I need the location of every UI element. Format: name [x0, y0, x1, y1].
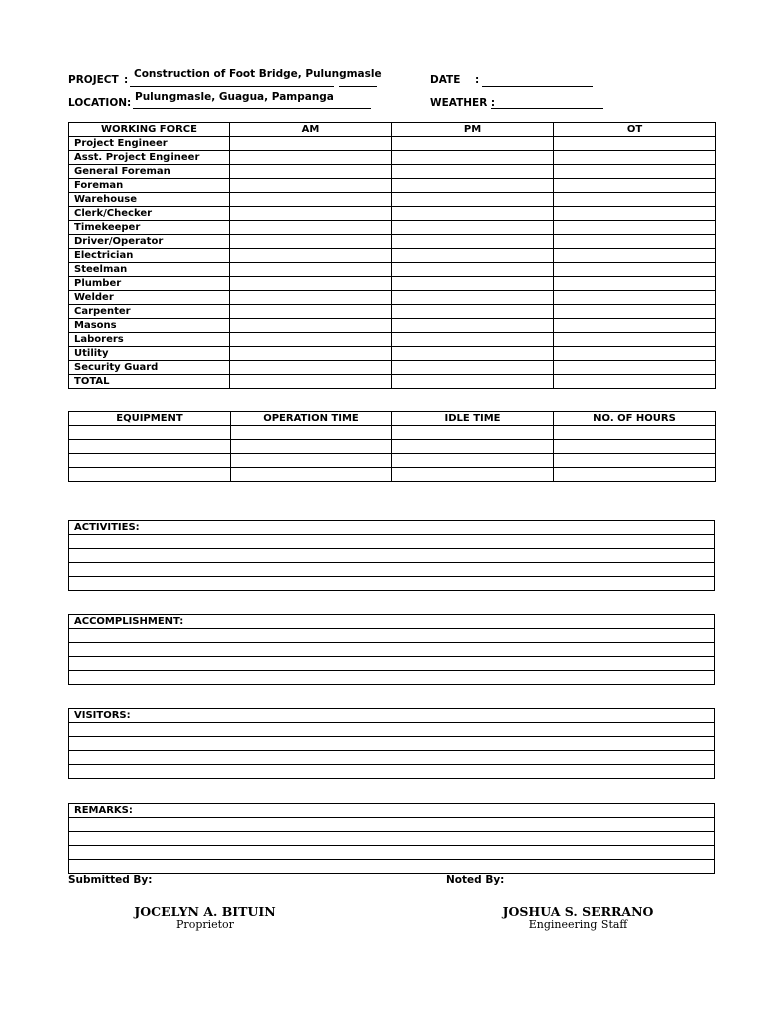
entry-cell[interactable]: [69, 765, 715, 779]
working-force-role: Foreman: [69, 179, 230, 193]
entry-cell[interactable]: [69, 832, 715, 846]
header-equipment: EQUIPMENT: [69, 412, 231, 426]
equipment-table: [68, 411, 716, 482]
am-cell[interactable]: [230, 151, 392, 165]
am-cell[interactable]: [230, 305, 392, 319]
entry-cell[interactable]: [69, 751, 715, 765]
location-underline: [133, 108, 371, 109]
equipment-cell[interactable]: [69, 468, 231, 482]
table-row: [69, 179, 716, 193]
remarks-label: REMARKS:: [69, 804, 715, 818]
am-cell[interactable]: [230, 235, 392, 249]
pm-cell[interactable]: [392, 277, 554, 291]
working-force-role: Clerk/Checker: [69, 207, 230, 221]
pm-cell[interactable]: [392, 375, 554, 389]
working-force-role: General Foreman: [69, 165, 230, 179]
location-value: Pulungmasle, Guagua, Pampanga: [135, 91, 334, 103]
entry-cell[interactable]: [69, 723, 715, 737]
pm-cell[interactable]: [392, 263, 554, 277]
working-force-role: Warehouse: [69, 193, 230, 207]
am-cell[interactable]: [230, 207, 392, 221]
ot-cell[interactable]: [554, 333, 716, 347]
project-underline-extra: [339, 86, 377, 87]
table-row: [69, 440, 716, 454]
idle-time-cell[interactable]: [392, 440, 554, 454]
submitter-name: JOCELYN A. BITUIN: [134, 904, 276, 919]
working-force-role: Asst. Project Engineer: [69, 151, 230, 165]
entry-line: [69, 563, 715, 577]
entry-line: [69, 846, 715, 860]
working-force-role: Welder: [69, 291, 230, 305]
table-row: [69, 277, 716, 291]
table-row: [69, 263, 716, 277]
pm-cell[interactable]: [392, 165, 554, 179]
table-row: [69, 361, 716, 375]
table-row: [69, 151, 716, 165]
am-cell[interactable]: [230, 277, 392, 291]
submitter-role: Proprietor: [176, 918, 234, 931]
am-cell[interactable]: [230, 179, 392, 193]
location-colon: :: [127, 97, 132, 109]
table-row: [69, 426, 716, 440]
submitted-by-label: Submitted By:: [68, 874, 153, 886]
entry-cell[interactable]: [69, 737, 715, 751]
ot-cell[interactable]: [554, 207, 716, 221]
operation-time-cell[interactable]: [231, 454, 392, 468]
pm-cell[interactable]: [392, 235, 554, 249]
hours-cell[interactable]: [554, 468, 716, 482]
noted-by-label: Noted By:: [446, 874, 505, 886]
entry-line: [69, 671, 715, 685]
am-cell[interactable]: [230, 347, 392, 361]
entry-cell[interactable]: [69, 818, 715, 832]
entry-cell[interactable]: [69, 563, 715, 577]
idle-time-cell[interactable]: [392, 426, 554, 440]
table-row: [69, 333, 716, 347]
pm-cell[interactable]: [392, 347, 554, 361]
accomplishment-table: [68, 614, 715, 685]
pm-cell[interactable]: [392, 319, 554, 333]
pm-cell[interactable]: [392, 291, 554, 305]
entry-line: [69, 818, 715, 832]
ot-cell[interactable]: [554, 165, 716, 179]
pm-cell[interactable]: [392, 305, 554, 319]
ot-cell[interactable]: [554, 137, 716, 151]
am-cell[interactable]: [230, 249, 392, 263]
pm-cell[interactable]: [392, 151, 554, 165]
entry-cell[interactable]: [69, 549, 715, 563]
location-label: LOCATION: [68, 97, 128, 109]
ot-cell[interactable]: [554, 249, 716, 263]
pm-cell[interactable]: [392, 221, 554, 235]
table-row: [69, 347, 716, 361]
weather-underline: [491, 108, 603, 109]
entry-line: [69, 629, 715, 643]
date-colon: :: [475, 74, 480, 86]
pm-cell[interactable]: [392, 207, 554, 221]
project-colon: :: [124, 74, 129, 86]
am-cell[interactable]: [230, 333, 392, 347]
am-cell[interactable]: [230, 361, 392, 375]
ot-cell[interactable]: [554, 151, 716, 165]
entry-cell[interactable]: [69, 846, 715, 860]
ot-cell[interactable]: [554, 347, 716, 361]
table-row: [69, 305, 716, 319]
ot-cell[interactable]: [554, 179, 716, 193]
table-row: [69, 454, 716, 468]
am-cell[interactable]: [230, 291, 392, 305]
am-cell[interactable]: [230, 319, 392, 333]
entry-line: [69, 765, 715, 779]
working-force-role: Timekeeper: [69, 221, 230, 235]
entry-cell[interactable]: [69, 629, 715, 643]
entry-cell[interactable]: [69, 577, 715, 591]
ot-cell[interactable]: [554, 263, 716, 277]
date-label: DATE: [430, 74, 461, 86]
ot-cell[interactable]: [554, 375, 716, 389]
working-force-role: Masons: [69, 319, 230, 333]
equipment-cell[interactable]: [69, 426, 231, 440]
project-value: Construction of Foot Bridge, Pulungmasle: [134, 68, 382, 80]
header-am: AM: [230, 123, 392, 137]
entry-cell[interactable]: [69, 657, 715, 671]
header-operation-time: OPERATION TIME: [231, 412, 392, 426]
ot-cell[interactable]: [554, 221, 716, 235]
am-cell[interactable]: [230, 375, 392, 389]
entry-line: [69, 535, 715, 549]
entry-line: [69, 657, 715, 671]
entry-cell[interactable]: [69, 671, 715, 685]
entry-cell[interactable]: [69, 535, 715, 549]
idle-time-cell[interactable]: [392, 468, 554, 482]
working-force-table: [68, 122, 716, 389]
entry-line: [69, 751, 715, 765]
working-force-role: Project Engineer: [69, 137, 230, 151]
table-row: [69, 137, 716, 151]
entry-cell[interactable]: [69, 860, 715, 874]
operation-time-cell[interactable]: [231, 468, 392, 482]
visitors-label: VISITORS:: [69, 709, 715, 723]
header-no-of-hours: NO. OF HOURS: [554, 412, 716, 426]
remarks-table: [68, 803, 715, 874]
date-underline: [482, 86, 593, 87]
pm-cell[interactable]: [392, 361, 554, 375]
weather-label: WEATHER :: [430, 97, 496, 109]
operation-time-cell[interactable]: [231, 440, 392, 454]
header-pm: PM: [392, 123, 554, 137]
table-row: [69, 375, 716, 389]
working-force-role: Steelman: [69, 263, 230, 277]
entry-cell[interactable]: [69, 643, 715, 657]
hours-cell[interactable]: [554, 440, 716, 454]
entry-line: [69, 577, 715, 591]
entry-line: [69, 549, 715, 563]
working-force-header-row: [69, 123, 716, 137]
working-force-role: Electrician: [69, 249, 230, 263]
table-row: [69, 249, 716, 263]
am-cell[interactable]: [230, 193, 392, 207]
operation-time-cell[interactable]: [231, 426, 392, 440]
working-force-role: Security Guard: [69, 361, 230, 375]
table-row: [69, 468, 716, 482]
table-row: [69, 319, 716, 333]
am-cell[interactable]: [230, 221, 392, 235]
am-cell[interactable]: [230, 263, 392, 277]
pm-cell[interactable]: [392, 249, 554, 263]
pm-cell[interactable]: [392, 333, 554, 347]
activities-label: ACTIVITIES:: [69, 521, 715, 535]
equipment-cell[interactable]: [69, 454, 231, 468]
equipment-cell[interactable]: [69, 440, 231, 454]
working-force-role: Laborers: [69, 333, 230, 347]
pm-cell[interactable]: [392, 179, 554, 193]
entry-line: [69, 860, 715, 874]
am-cell[interactable]: [230, 137, 392, 151]
working-force-role: Plumber: [69, 277, 230, 291]
am-cell[interactable]: [230, 165, 392, 179]
table-row: [69, 193, 716, 207]
equipment-header-row: [69, 412, 716, 426]
idle-time-cell[interactable]: [392, 454, 554, 468]
visitors-table: [68, 708, 715, 779]
noter-role: Engineering Staff: [528, 918, 628, 931]
entry-line: [69, 832, 715, 846]
header-working-force: WORKING FORCE: [69, 123, 230, 137]
entry-line: [69, 643, 715, 657]
table-row: [69, 291, 716, 305]
ot-cell[interactable]: [554, 305, 716, 319]
project-label: PROJECT: [68, 74, 119, 86]
working-force-role: Carpenter: [69, 305, 230, 319]
ot-cell[interactable]: [554, 291, 716, 305]
table-row: [69, 207, 716, 221]
project-underline: [130, 86, 334, 87]
accomplishment-label: ACCOMPLISHMENT:: [69, 615, 715, 629]
activities-table: [68, 520, 715, 591]
header-idle-time: IDLE TIME: [392, 412, 554, 426]
ot-cell[interactable]: [554, 277, 716, 291]
working-force-role: Driver/Operator: [69, 235, 230, 249]
ot-cell[interactable]: [554, 193, 716, 207]
ot-cell[interactable]: [554, 361, 716, 375]
working-force-role: Utility: [69, 347, 230, 361]
hours-cell[interactable]: [554, 454, 716, 468]
entry-line: [69, 737, 715, 751]
table-row: [69, 165, 716, 179]
header-ot: OT: [554, 123, 716, 137]
table-row: [69, 235, 716, 249]
table-row: [69, 221, 716, 235]
hours-cell[interactable]: [554, 426, 716, 440]
ot-cell[interactable]: [554, 235, 716, 249]
entry-line: [69, 723, 715, 737]
noter-name: JOSHUA S. SERRANO: [502, 904, 654, 919]
working-force-role: TOTAL: [69, 375, 230, 389]
pm-cell[interactable]: [392, 193, 554, 207]
pm-cell[interactable]: [392, 137, 554, 151]
ot-cell[interactable]: [554, 319, 716, 333]
